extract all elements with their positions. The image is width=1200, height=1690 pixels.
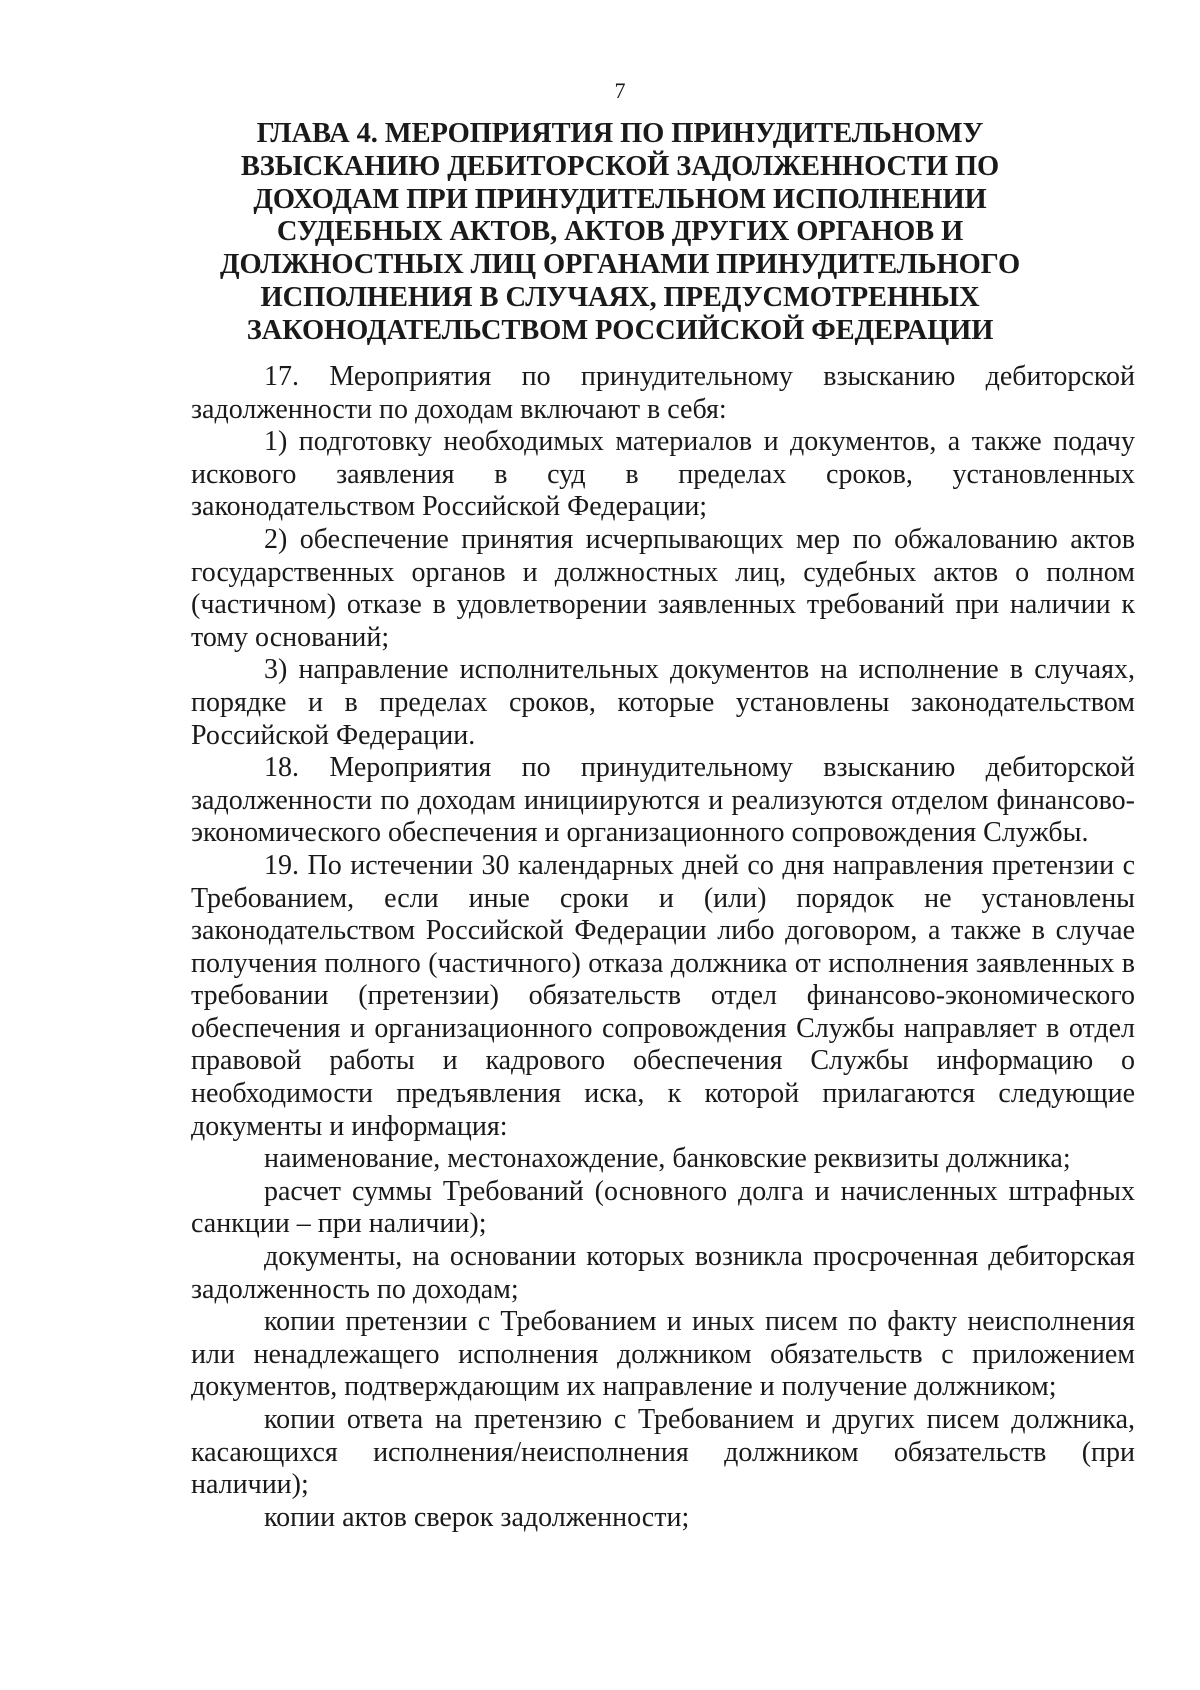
paragraph-17-item-1: 1) подготовку необходимых материалов и документов, а также подачу искового заявления в суд в пределах сроков, установленных законодательством Российской Федерации; bbox=[191, 426, 1135, 523]
paragraph-19: 19. По истечении 30 календарных дней со дня направления претензии с Требованием, если иные сроки и (или) порядок не установлены законодательством Российской Федерации либо договором, а также в случае получения полного (частичного) отказа должника от исполнения заявленных в требовании (претензии) обязательств отдел финансово-экономического обеспечения и организационного сопровождения Службы направляет в отдел правовой работы и кадрового обеспечения Службы информацию о необходимости предъявления иска, к которой прилагаются следующие документы и информация: bbox=[191, 849, 1135, 1142]
paragraph-17-item-3: 3) направление исполнительных документов на исполнение в случаях, порядке и в пределах сроков, которые установлены законодательством Российской Федерации. bbox=[191, 654, 1135, 751]
list-item-debtor-details: наименование, местонахождение, банковские реквизиты должника; bbox=[264, 1143, 1071, 1175]
paragraph-18: 18. Мероприятия по принудительному взысканию дебиторской задолженности по доходам инициируются и реализуются отделом финансово-экономического обеспечения и организационного сопровождения Службы. bbox=[191, 752, 1135, 849]
paragraph-17-item-2: 2) обеспечение принятия исчерпывающих мер по обжалованию актов государственных органов и должностных лиц, судебных актов о полном (частичном) отказе в удовлетворении заявленных требований при наличии к тому оснований; bbox=[191, 523, 1135, 653]
list-item-response-copies: копии ответа на претензию с Требованием и других писем должника, касающихся исполнения/неисполнения должником обязательств (при наличии); bbox=[191, 1404, 1135, 1501]
chapter-heading: ГЛАВА 4. МЕРОПРИЯТИЯ ПО ПРИНУДИТЕЛЬНОМУ ВЗЫСКАНИЮ ДЕБИТОРСКОЙ ЗАДОЛЖЕННОСТИ ПО ДОХОДАМ ПРИ ПРИНУДИТЕЛЬНОМ ИСПОЛНЕНИИ СУДЕБНЫХ АКТОВ, АКТОВ ДРУГИХ ОРГАНОВ И ДОЛЖНОСТНЫХ ЛИЦ ОРГАНАМИ ПРИНУДИТЕЛЬНОГО ИСПОЛНЕНИЯ В СЛУЧАЯХ, ПРЕДУСМОТРЕННЫХ ЗАКОНОДАТЕЛЬСТВОМ РОССИЙСКОЙ ФЕДЕРАЦИИ bbox=[219, 118, 1021, 346]
paragraph-17: 17. Мероприятия по принудительному взысканию дебиторской задолженности по доходам включают в себя: bbox=[191, 361, 1135, 425]
list-item-basis-documents: документы, на основании которых возникла просроченная дебиторская задолженность по доходам; bbox=[191, 1241, 1135, 1305]
body-text bbox=[191, 361, 1135, 1534]
list-item-claim-copies: копии претензии с Требованием и иных писем по факту неисполнения или ненадлежащего исполнения должником обязательств с приложением документов, подтверждающим их направление и получение должником; bbox=[191, 1306, 1135, 1403]
list-item-claim-calculation: расчет суммы Требований (основного долга и начисленных штрафных санкции – при наличии); bbox=[191, 1175, 1135, 1240]
page-number: 7 bbox=[614, 78, 626, 103]
list-item-reconciliation-acts: копии актов сверок задолженности; bbox=[264, 1501, 690, 1533]
